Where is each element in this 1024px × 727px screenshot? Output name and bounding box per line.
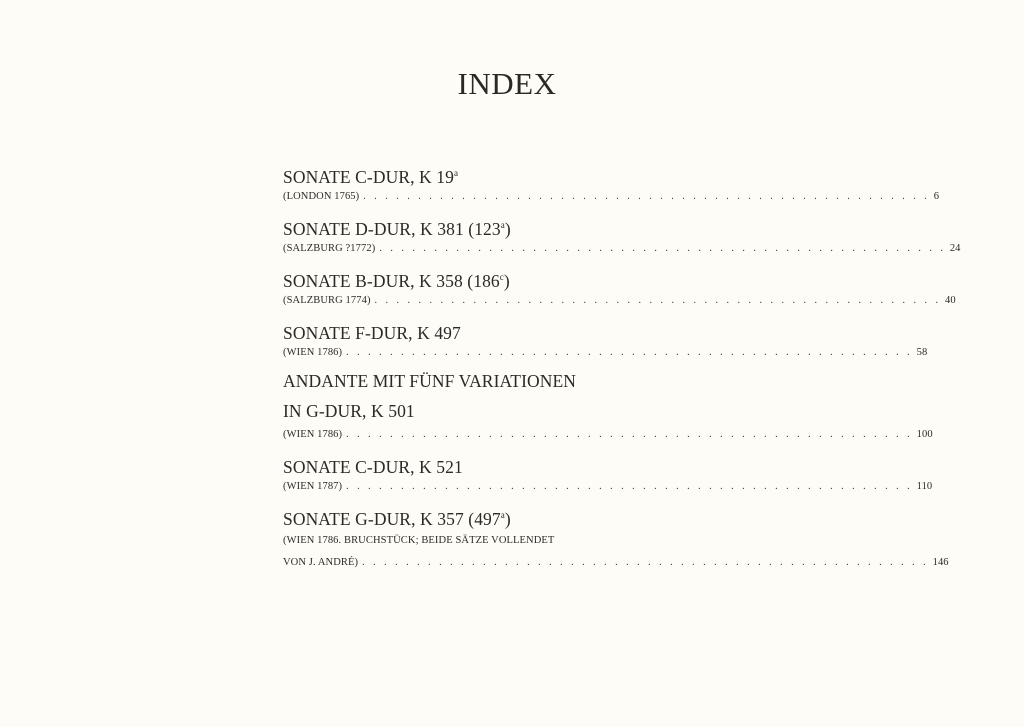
entry-title-superscript: a — [500, 510, 505, 520]
entry-page-number: 6 — [933, 191, 940, 202]
toc-entry[interactable] — [283, 316, 928, 364]
entry-origin-line — [283, 476, 933, 498]
entry-title-line-2: IN G-DUR, K 501 — [283, 401, 415, 421]
toc-entry[interactable] — [283, 502, 949, 574]
entry-title: SONATE G-DUR, K 357 (497$^a$) — [283, 509, 511, 529]
entry-origin: (WIEN 1786) — [283, 347, 343, 358]
entry-origin: (SALZBURG ?1772) — [283, 243, 376, 254]
entry-origin: (WIEN 1786) — [283, 429, 343, 440]
entry-origin: (SALZBURG 1774) — [283, 295, 371, 306]
entry-origin-line — [283, 290, 956, 312]
entry-page-number: 100 — [916, 429, 933, 440]
dot-leader: . . . . . . . . . . . . . . . . . . . . . . . . . . . . . . . . . . . . . . . . . . . . . . . . . . . . — [346, 347, 913, 358]
entry-title: SONATE F-DUR, K 497 — [283, 323, 461, 343]
entry-title: SONATE C-DUR, K 19$^a$ — [283, 167, 459, 187]
table-of-contents — [283, 160, 961, 574]
entry-origin-line — [283, 186, 940, 208]
dot-leader: . . . . . . . . . . . . . . . . . . . . . . . . . . . . . . . . . . . . . . . . . . . . . . . . . . . . — [379, 243, 946, 254]
entry-page-number: 146 — [932, 557, 949, 568]
entry-title: SONATE C-DUR, K 521 — [283, 457, 463, 477]
toc-entry[interactable] — [283, 160, 940, 208]
toc-entry[interactable] — [283, 264, 956, 312]
entry-title-superscript: c — [499, 272, 504, 282]
entry-title: SONATE D-DUR, K 381 (123$^a$) — [283, 219, 511, 239]
dot-leader: . . . . . . . . . . . . . . . . . . . . . . . . . . . . . . . . . . . . . . . . . . . . . . . . . . . . — [346, 429, 913, 440]
entry-origin-line-2: VON J. ANDRÉ) — [283, 557, 359, 568]
entry-origin: (LONDON 1765) — [283, 191, 360, 202]
dot-leader: . . . . . . . . . . . . . . . . . . . . . . . . . . . . . . . . . . . . . . . . . . . . . . . . . . . . — [363, 191, 930, 202]
entry-title: SONATE B-DUR, K 358 (186$^c$) — [283, 271, 510, 291]
toc-entry[interactable] — [283, 212, 961, 260]
toc-entry[interactable] — [283, 450, 933, 498]
entry-origin-line — [283, 342, 928, 364]
entry-title: ANDANTE MIT FÜNF VARIATIONEN — [283, 371, 577, 391]
dot-leader: . . . . . . . . . . . . . . . . . . . . . . . . . . . . . . . . . . . . . . . . . . . . . . . . . . . . — [346, 481, 913, 492]
toc-entry[interactable] — [283, 368, 933, 446]
entry-title-superscript: a — [453, 168, 459, 178]
entry-origin: (WIEN 1787) — [283, 481, 343, 492]
entry-origin-line — [283, 552, 949, 574]
entry-page-number: 110 — [916, 481, 933, 492]
entry-origin: (WIEN 1786. BRUCHSTÜCK; BEIDE SÄTZE VOLLENDET — [283, 535, 555, 546]
entry-page-number: 40 — [945, 295, 956, 306]
entry-page-number: 24 — [949, 243, 961, 254]
page-title: INDEX — [457, 66, 557, 101]
dot-leader: . . . . . . . . . . . . . . . . . . . . . . . . . . . . . . . . . . . . . . . . . . . . . . . . . . . . — [374, 295, 942, 306]
entry-origin-line — [283, 424, 933, 446]
entry-title-superscript: a — [500, 220, 505, 230]
entry-origin-line — [283, 238, 961, 260]
dot-leader: . . . . . . . . . . . . . . . . . . . . . . . . . . . . . . . . . . . . . . . . . . . . . . . . . . . . — [362, 557, 929, 568]
entry-page-number: 58 — [916, 347, 928, 358]
